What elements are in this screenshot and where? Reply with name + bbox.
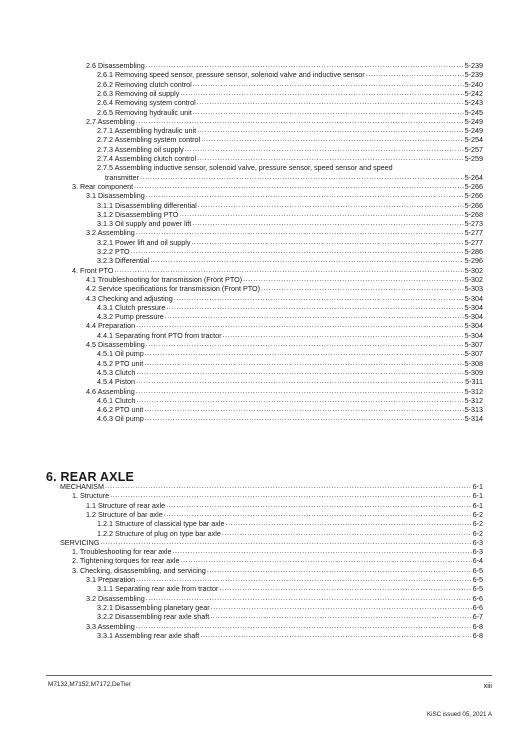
toc-dot-leader: [114, 266, 463, 275]
toc-entry-title: 2.6.3 Removing oil supply: [97, 88, 180, 98]
toc-entry-title: 3.2 Assembling: [86, 228, 135, 238]
toc-dot-leader: [136, 575, 471, 584]
toc-entry-title: 2.7.5 Assembling inductive sensor, solenoid valve, pressure sensor, speed sensor and speed: [97, 163, 393, 173]
toc-entry-page: 5-240: [464, 79, 483, 89]
toc-entry[interactable]: [86, 340, 483, 349]
toc-entry-page: 5-266: [464, 181, 483, 191]
toc-entry-page: 5-304: [464, 302, 483, 312]
toc-entry[interactable]: [60, 482, 483, 491]
toc-entry-title: 3.1.2 Disassembling PTO: [97, 209, 179, 219]
toc-entry[interactable]: [86, 501, 483, 510]
toc-entry-page: 5-268: [464, 209, 483, 219]
toc-entry[interactable]: [97, 331, 483, 340]
toc-entry-page: 5-257: [464, 144, 483, 154]
toc-dot-leader: [172, 547, 471, 556]
toc-dot-leader: [100, 538, 471, 547]
toc-entry-page: 5-286: [464, 247, 483, 256]
toc-entry[interactable]: [86, 387, 483, 396]
toc-dot-leader: [145, 414, 464, 423]
toc-dot-leader: [131, 247, 464, 256]
toc-dot-leader: [136, 321, 463, 330]
toc-entry[interactable]: [105, 173, 483, 182]
toc-entry-title: 1.1 Structure of rear axle: [86, 500, 166, 510]
toc-dot-leader: [193, 108, 464, 117]
toc-entry[interactable]: [97, 145, 483, 154]
toc-entry[interactable]: [86, 191, 483, 200]
toc-entry-page: 5-273: [464, 219, 483, 229]
toc-entry-title: transmitter: [105, 172, 139, 182]
toc-dot-leader: [207, 566, 472, 575]
toc-entry-title: 4. Front PTO: [72, 265, 114, 275]
toc-entry-page: 6-1: [472, 500, 483, 510]
toc-entry-page: 5-243: [464, 98, 483, 108]
toc-dot-leader: [146, 594, 472, 603]
toc-entry-title: 3.2.2 PTO: [97, 247, 130, 256]
toc-entry[interactable]: [72, 566, 483, 575]
toc-entry[interactable]: [72, 491, 483, 500]
toc-entry-title: 3.1 Disassembling: [86, 191, 145, 201]
toc-dot-leader: [185, 145, 464, 154]
toc-entry-title: 2.7.1 Assembling hydraulic unit: [97, 126, 197, 136]
toc-dot-leader: [180, 556, 471, 565]
toc-entry-page: 5-314: [464, 414, 483, 424]
toc-entry[interactable]: [60, 538, 483, 547]
toc-entry-page: 5-245: [464, 107, 483, 117]
toc-dot-leader: [164, 510, 472, 519]
toc-entry-page: 6-7: [472, 612, 483, 622]
toc-entry-title: 3.2.1 Disassembling planetary gear: [97, 602, 210, 612]
toc-entry[interactable]: [97, 135, 483, 144]
toc-entry-title: 4.5.1 Oil pump: [97, 349, 144, 359]
toc-entry-page: 6-2: [472, 528, 483, 538]
toc-entry-title: 4.2 Service specifications for transmission (Front PTO): [86, 284, 261, 294]
toc-dot-leader: [192, 219, 463, 228]
toc-dot-leader: [110, 491, 471, 500]
toc-entry-page: 5-249: [464, 126, 483, 136]
toc-entry[interactable]: [97, 377, 483, 386]
toc-entry-title: 2.6.4 Removing system control: [97, 98, 196, 108]
toc-entry-page: 5-266: [464, 191, 483, 201]
toc-dot-leader: [200, 631, 471, 640]
toc-dot-leader: [136, 387, 464, 396]
toc-entry-title: 4.3.2 Pump pressure: [97, 312, 164, 322]
toc-entry-page: 6-5: [472, 575, 483, 584]
toc-entry-title: 2.6 Disassembling: [86, 61, 145, 70]
toc-entry-title: 4.1 Troubleshooting for transmission (Front PTO): [86, 274, 243, 284]
toc-entry-page: 5-304: [464, 312, 483, 322]
toc-dot-leader: [219, 584, 471, 593]
toc-entry[interactable]: [86, 117, 483, 126]
toc-dot-leader: [136, 396, 463, 405]
toc-entry[interactable]: [86, 275, 483, 284]
toc-dot-leader: [201, 135, 464, 144]
toc-dot-leader: [193, 80, 464, 89]
toc-dot-leader: [179, 210, 463, 219]
toc-entry-title: 1.2.1 Structure of classical type bar axle: [97, 519, 225, 529]
toc-entry-page: 5-312: [464, 386, 483, 396]
toc-entry-page: 6-3: [472, 537, 483, 547]
toc-entry-page: 5-266: [464, 200, 483, 210]
footer-page-number: xiii: [483, 681, 492, 690]
toc-dot-leader: [197, 126, 464, 135]
toc-entry-title: 3.3 Assembling: [86, 621, 135, 631]
toc-entry-page: 5-239: [464, 61, 483, 70]
toc-entry-page: 6-8: [472, 630, 483, 640]
toc-dot-leader: [174, 294, 464, 303]
toc-entry-page: 6-2: [472, 519, 483, 529]
toc-entry[interactable]: [97, 396, 483, 405]
toc-dot-leader: [243, 275, 464, 284]
toc-entry-title: 4.6.2 PTO unit: [97, 405, 144, 415]
toc-entry-page: 6-5: [472, 584, 483, 594]
toc-entry-title: 3.2.1 Power lift and oil supply: [97, 237, 191, 247]
toc-entry-page: 5-309: [464, 367, 483, 377]
toc-entry[interactable]: [86, 321, 483, 330]
toc-entry-title: 3.1.3 Oil supply and power lift: [97, 219, 192, 229]
toc-entry-title: 3.3.1 Assembling rear axle shaft: [97, 630, 200, 640]
toc-dot-leader: [144, 405, 463, 414]
toc-entry-title: 3.1.1 Separating rear axle from tractor: [97, 584, 219, 594]
toc-entry-title: 2. Tightening torques for rear axle: [72, 556, 180, 566]
toc-entry-page: 6-8: [472, 621, 483, 631]
toc-entry[interactable]: [97, 414, 483, 423]
toc-entry-page: 5-277: [464, 237, 483, 247]
toc-entry-page: 6-1: [472, 491, 483, 501]
toc-entry[interactable]: [86, 61, 483, 70]
toc-entry-title: 3.1.1 Disassembling differential: [97, 200, 197, 210]
toc-entry-title: 3.2.2 Disassembling rear axle shaft: [97, 612, 210, 622]
toc-entry-page: 5-311: [465, 377, 483, 387]
toc-entry-page: 6-4: [472, 556, 483, 566]
toc-entry-title: 4.5.4 Piston: [97, 377, 135, 387]
toc-entry[interactable]: [86, 594, 483, 603]
footer-divider: [46, 675, 492, 676]
toc-dot-leader: [134, 182, 463, 191]
toc-dot-leader: [146, 61, 464, 70]
toc-entry[interactable]: [97, 219, 483, 228]
toc-dot-leader: [146, 340, 464, 349]
toc-entry-title: 1. Structure: [72, 491, 110, 501]
toc-dot-leader: [225, 519, 471, 528]
toc-dot-leader: [140, 173, 464, 182]
toc-entry[interactable]: [97, 108, 483, 117]
toc-entry-title: 4.3 Checking and adjusting: [86, 293, 173, 303]
toc-entry[interactable]: [97, 603, 483, 612]
toc-entry-title: 4.6.1 Clutch: [97, 395, 136, 405]
toc-entry[interactable]: [72, 547, 483, 556]
toc-entry[interactable]: [86, 575, 483, 584]
toc-dot-leader: [211, 603, 472, 612]
toc-entry[interactable]: [86, 510, 483, 519]
toc-entry-page: 6-1: [472, 482, 483, 491]
toc-entry-title: 2.6.1 Removing speed sensor, pressure sensor, solenoid valve and inductive sensor: [97, 70, 365, 80]
footer-models: M7132,M7152,M7172,DeTier: [48, 681, 131, 688]
toc-entry[interactable]: [97, 154, 483, 163]
toc-entry-title: 3.2.3 Differential: [97, 256, 150, 266]
toc-entry[interactable]: [97, 201, 483, 210]
toc-entry-page: 5-312: [464, 395, 483, 405]
toc-entry-page: 5-249: [464, 116, 483, 126]
toc-entry-page: 6-5: [472, 565, 483, 575]
toc-dot-leader: [136, 228, 464, 237]
toc-entry[interactable]: [97, 405, 483, 414]
toc-entry-page: 5-302: [464, 265, 483, 275]
toc-entry-page: 5-302: [464, 274, 483, 284]
toc-entry[interactable]: [72, 182, 483, 191]
toc-dot-leader: [136, 117, 464, 126]
toc-dot-leader: [192, 238, 464, 247]
toc-dot-leader: [166, 303, 463, 312]
toc-entry-title: 2.6.2 Removing clutch control: [97, 79, 192, 89]
toc-entry-title: 4.5.2 PTO unit: [97, 358, 144, 368]
toc-entry[interactable]: [97, 256, 483, 265]
toc-entry[interactable]: [97, 368, 483, 377]
toc-entry-title: 3.2 Disassembling: [86, 593, 145, 603]
issue-note: KiSC issued 05, 2021 A: [426, 711, 492, 718]
toc-entry[interactable]: [97, 238, 483, 247]
toc-entry-title: 2.7.4 Assembling clutch control: [97, 154, 197, 163]
toc-entry[interactable]: [97, 359, 483, 368]
toc-entry-title: 4.4 Preparation: [86, 321, 136, 331]
toc-entry-page: 5-242: [464, 88, 483, 98]
toc-entry[interactable]: [97, 519, 483, 528]
toc-entry-page: 5-304: [464, 293, 483, 303]
toc-entry[interactable]: [97, 89, 483, 98]
toc-entry[interactable]: [97, 70, 483, 79]
toc-entry[interactable]: [86, 622, 483, 631]
toc-dot-leader: [105, 482, 472, 491]
toc-dot-leader: [136, 377, 464, 386]
toc-dot-leader: [180, 89, 463, 98]
toc-entry-title: 2.7 Assembling: [86, 116, 135, 126]
toc-entry-page: 6-6: [472, 593, 483, 603]
toc-entry[interactable]: [97, 210, 483, 219]
toc-entry[interactable]: [97, 98, 483, 107]
toc-entry-page: 5-296: [464, 256, 483, 266]
toc-entry-page: 6-6: [472, 602, 483, 612]
toc-entry-title: 2.7.2 Assembling system control: [97, 135, 201, 145]
toc-entry-title: MECHANISM: [60, 482, 104, 491]
toc-dot-leader: [223, 331, 464, 340]
toc-entry-title: 3. Rear component: [72, 181, 134, 191]
toc-entry[interactable]: [86, 284, 483, 293]
toc-entry[interactable]: [97, 584, 483, 593]
toc-entry[interactable]: [72, 266, 483, 275]
toc-dot-leader: [136, 368, 463, 377]
toc-entry[interactable]: [97, 612, 483, 621]
toc-entry[interactable]: [97, 303, 483, 312]
toc-entry[interactable]: [97, 163, 483, 172]
toc-entry[interactable]: [97, 80, 483, 89]
toc-entry-page: 5-304: [464, 321, 483, 331]
toc-entry-page: 5-277: [464, 228, 483, 238]
toc-dot-leader: [145, 349, 464, 358]
toc-dot-leader: [197, 154, 464, 163]
toc-dot-leader: [165, 312, 464, 321]
toc-entry-page: 5-307: [464, 349, 483, 359]
toc-dot-leader: [166, 501, 472, 510]
toc-dot-leader: [210, 612, 471, 621]
toc-entry-title: 1.2.2 Structure of plug on type bar axle: [97, 528, 221, 538]
toc-dot-leader: [150, 256, 463, 265]
toc-entry-page: 5-304: [464, 330, 483, 340]
toc-entry-page: 5-239: [464, 70, 483, 80]
toc-entry[interactable]: [97, 349, 483, 358]
toc-entry[interactable]: [97, 247, 483, 256]
toc-entry[interactable]: [86, 228, 483, 237]
section-heading: 6. REAR AXLE: [46, 470, 135, 484]
toc-dot-leader: [222, 529, 472, 538]
toc-dot-leader: [261, 284, 464, 293]
toc-entry[interactable]: [97, 312, 483, 321]
toc-entry-page: 5-313: [464, 405, 483, 415]
toc-entry-page: 5-303: [464, 284, 483, 294]
toc-entry-title: 4.6 Assembling: [86, 386, 135, 396]
toc-entry-page: 5-307: [464, 340, 483, 349]
toc-dot-leader: [146, 191, 464, 200]
toc-entry[interactable]: [97, 631, 483, 640]
toc-entry[interactable]: [72, 556, 483, 565]
toc-entry-title: 3. Checking, disassembling, and servicing: [72, 565, 206, 575]
toc-entry-page: 5-259: [464, 154, 483, 163]
toc-entry-title: 4.5.3 Clutch: [97, 367, 136, 377]
toc-entry-page: 5-264: [464, 172, 483, 182]
toc-entry-title: 1.2 Structure of bar axle: [86, 509, 163, 519]
toc-entry-title: 2.6.5 Removing hydraulic unit: [97, 107, 192, 117]
toc-entry-page: 5-254: [464, 135, 483, 145]
toc-entry-title: 4.5 Disassembling: [86, 340, 145, 349]
toc-entry-title: 4.3.1 Clutch pressure: [97, 302, 166, 312]
toc-dot-leader: [197, 98, 464, 107]
toc-dot-leader: [144, 359, 463, 368]
toc-dot-leader: [198, 201, 464, 210]
toc-entry-title: 4.6.3 Oil pump: [97, 414, 144, 424]
toc-entry[interactable]: [86, 294, 483, 303]
toc-dot-leader: [366, 70, 464, 79]
toc-entry-title: SERVICING: [60, 537, 100, 547]
toc-entry-page: 6-3: [472, 547, 483, 557]
toc-entry-title: 3.1 Preparation: [86, 575, 136, 584]
toc-entry-title: 4.4.1 Separating front PTO from tractor: [97, 330, 222, 340]
toc-entry[interactable]: [97, 529, 483, 538]
toc-dot-leader: [136, 622, 472, 631]
toc-entry[interactable]: [97, 126, 483, 135]
toc-entry-title: 2.7.3 Assembling oil supply: [97, 144, 184, 154]
toc-entry-title: 1. Troubleshooting for rear axle: [72, 547, 172, 557]
toc-entry-page: 6-2: [472, 509, 483, 519]
toc-entry-page: 5-308: [464, 358, 483, 368]
